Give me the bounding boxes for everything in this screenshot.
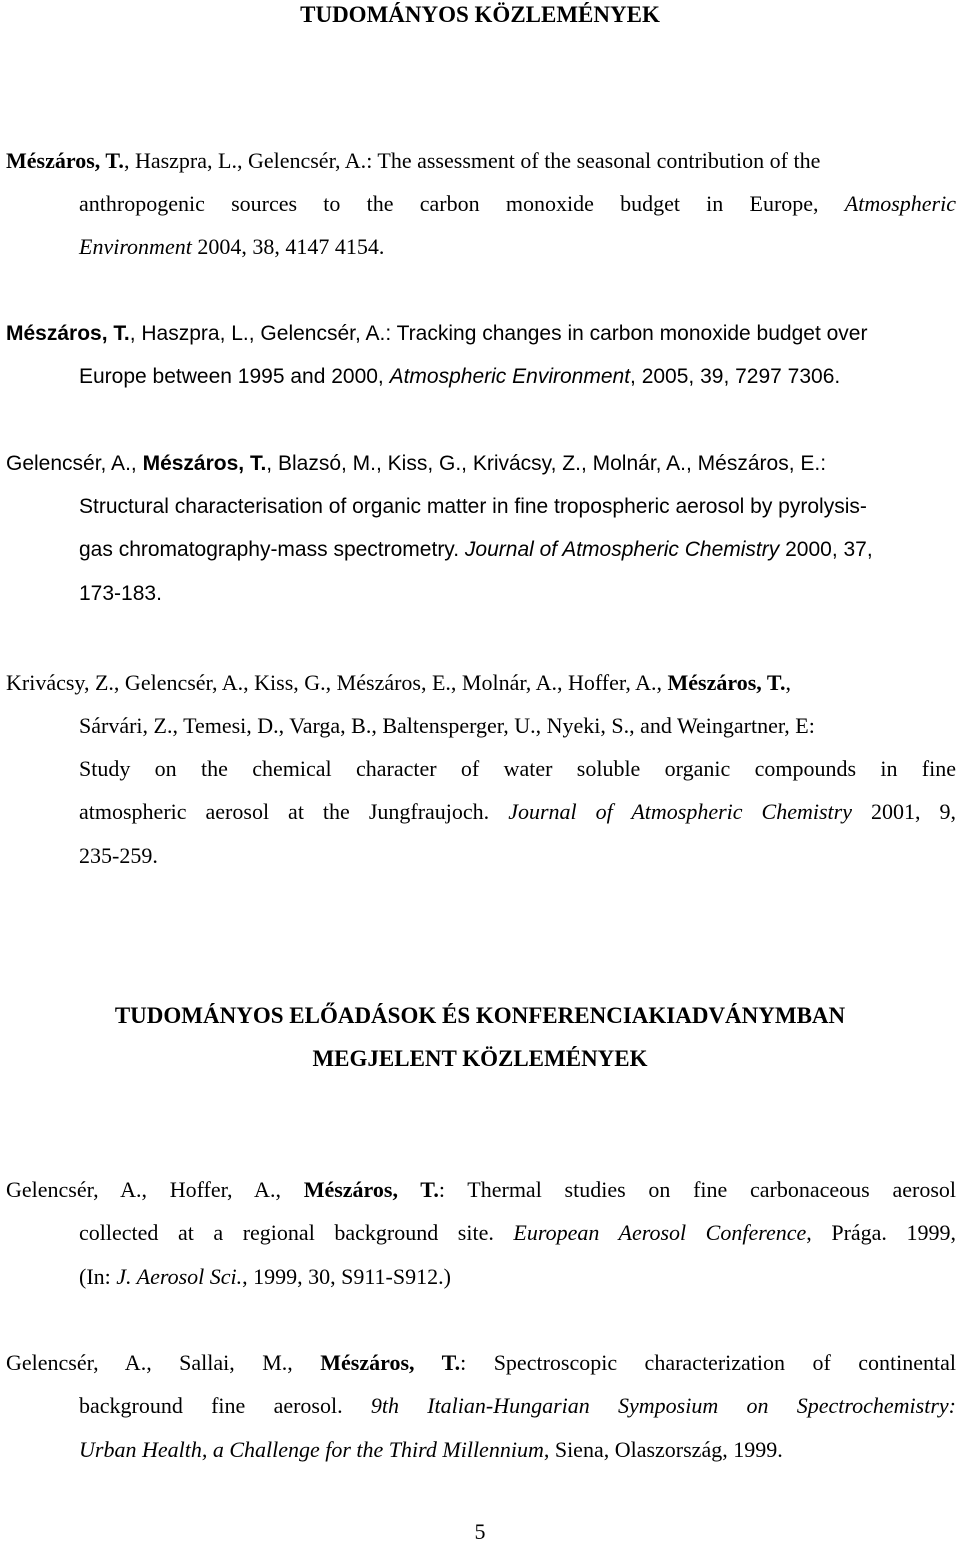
highlighted-author: Mészáros, T. <box>6 148 124 173</box>
ref6-line3: Urban Health, a Challenge for the Third Millennium, Siena, Olaszország, 1999. <box>79 1437 783 1462</box>
ref5-line1: Gelencsér, A., Hoffer, A., Mészáros, T.: Thermal studies on fine carbonaceous aerosol <box>6 1177 956 1202</box>
journal-name: European Aerosol Conference <box>513 1220 807 1245</box>
ref3-line3: gas chromatography-mass spectrometry. Journal of Atmospheric Chemistry 2000, 37, <box>79 538 873 561</box>
journal-name: Atmospheric Environment <box>389 365 631 388</box>
section-heading-conference-line2: MEGJELENT KÖZLEMÉNYEK <box>312 1046 648 1071</box>
journal-name: Urban Health, a Challenge for the Third Millennium <box>79 1437 544 1462</box>
highlighted-author: Mészáros, T. <box>303 1177 439 1202</box>
ref4-line1: Krivácsy, Z., Gelencsér, A., Kiss, G., Mészáros, E., Molnár, A., Hoffer, A., Mészáros, T., <box>6 670 791 695</box>
ref6-line2: background fine aerosol. 9th Italian-Hungarian Symposium on Spectrochemistry: <box>79 1393 956 1418</box>
ref3-line4: 173-183. <box>79 582 162 605</box>
ref5-line2: collected at a regional background site. European Aerosol Conference, Prága. 1999, <box>79 1220 956 1245</box>
highlighted-author: Mészáros, T. <box>6 322 130 345</box>
highlighted-author: Mészáros, T. <box>142 452 267 475</box>
section-heading-conference-line1: TUDOMÁNYOS ELŐADÁSOK ÉS KONFERENCIAKIADVÁNYMBAN <box>114 1003 846 1028</box>
ref4-line4: atmospheric aerosol at the Jungfraujoch. Journal of Atmospheric Chemistry 2001, 9, <box>79 799 957 824</box>
ref4-line3: Study on the chemical character of water soluble organic compounds in fine <box>79 756 956 781</box>
ref1-line1: Mészáros, T., Haszpra, L., Gelencsér, A.: The assessment of the seasonal contribution of the <box>6 148 821 173</box>
ref6-line1: Gelencsér, A., Sallai, M., Mészáros, T.: Spectroscopic characterization of continental <box>6 1350 956 1375</box>
journal-name: J. Aerosol Sci. <box>116 1264 243 1289</box>
ref1-line3: Environment 2004, 38, 4147 4154. <box>79 234 385 259</box>
journal-name: Atmospheric <box>844 191 956 216</box>
ref2-line1: Mészáros, T., Haszpra, L., Gelencsér, A.: Tracking changes in carbon monoxide budget over <box>6 322 868 345</box>
journal-name: Environment <box>79 234 192 259</box>
journal-name: Journal of Atmospheric Chemistry <box>464 538 780 561</box>
journal-name: Journal of Atmospheric Chemistry <box>508 799 852 824</box>
highlighted-author: Mészáros, T. <box>320 1350 461 1375</box>
ref4-line2: Sárvári, Z., Temesi, D., Varga, B., Baltensperger, U., Nyeki, S., and Weingartner, E: <box>79 713 815 738</box>
ref4-line5: 235-259. <box>79 843 158 868</box>
ref2-line2: Europe between 1995 and 2000, Atmospheric Environment, 2005, 39, 7297 7306. <box>79 365 841 388</box>
page-number: 5 <box>474 1519 486 1544</box>
ref1-line2: anthropogenic sources to the carbon monoxide budget in Europe, Atmospheric <box>79 191 956 216</box>
ref5-line3: (In: J. Aerosol Sci., 1999, 30, S911-S912.) <box>79 1264 451 1289</box>
section-heading-publications: TUDOMÁNYOS KÖZLEMÉNYEK <box>300 2 660 27</box>
ref3-line1: Gelencsér, A., Mészáros, T., Blazsó, M., Kiss, G., Krivácsy, Z., Molnár, A., Mészáros, E.: <box>6 452 827 475</box>
highlighted-author: Mészáros, T. <box>667 670 786 695</box>
journal-name: 9th Italian-Hungarian Symposium on Spectrochemistry: <box>370 1393 956 1418</box>
ref3-line2: Structural characterisation of organic matter in fine tropospheric aerosol by pyrolysis- <box>79 495 867 518</box>
